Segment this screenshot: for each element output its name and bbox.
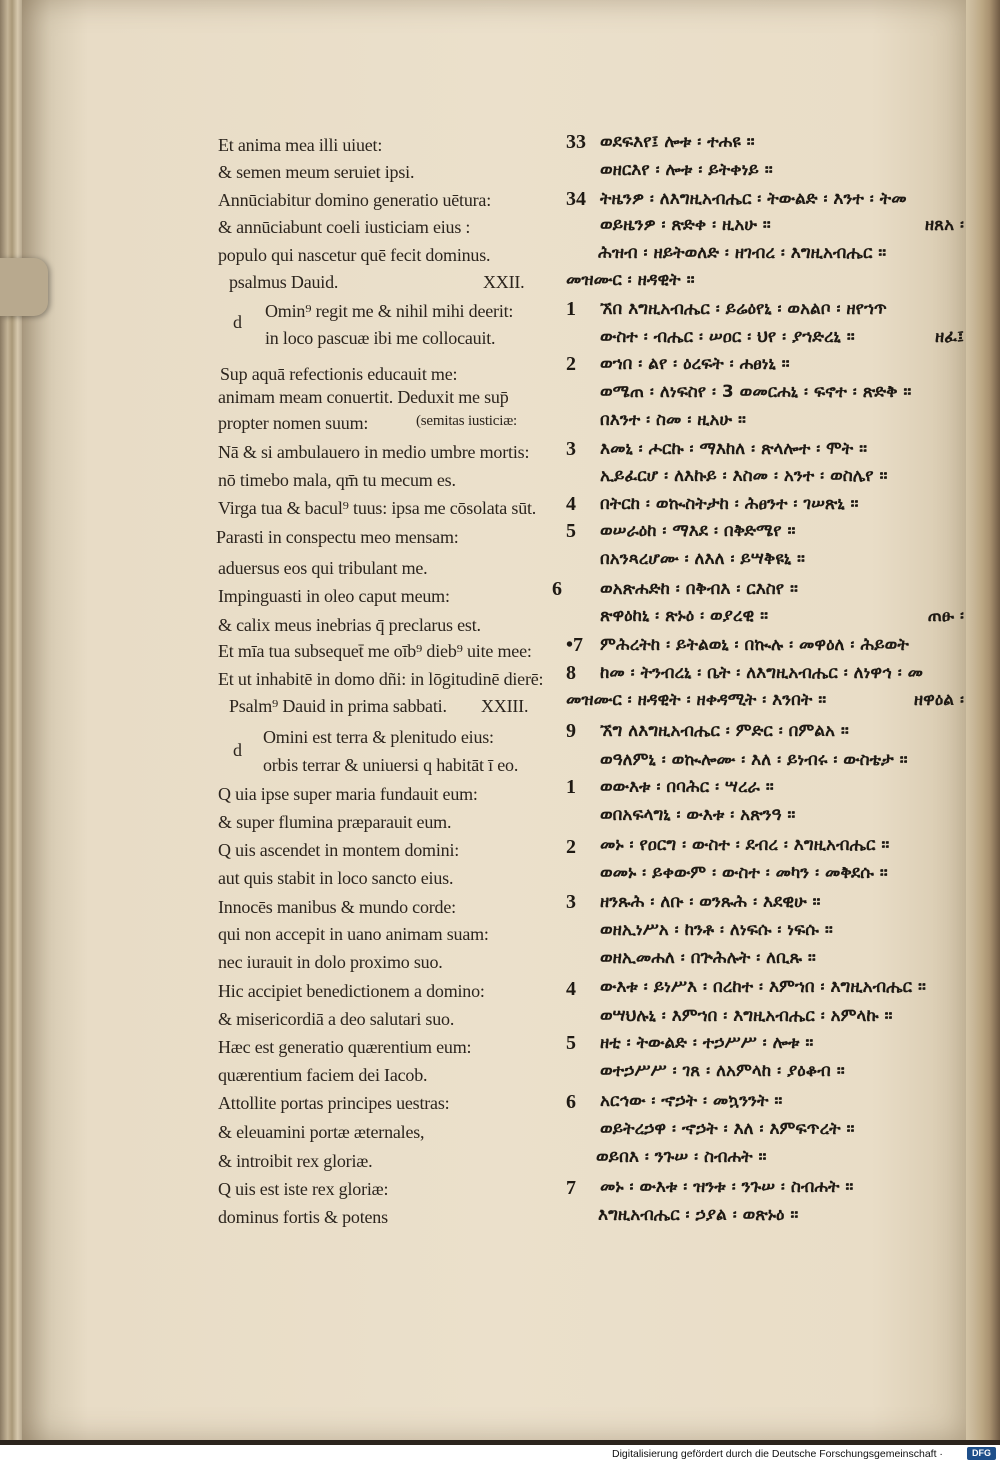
ethiopic-line: ኧበ እግዚአብሔር ፡ ይሬዕየኒ ፡ ወአልቦ ፡ ዘየኀጥ	[600, 299, 887, 319]
ethiopic-line: ወሜጠ ፡ ለነፍስየ ፡ 3 ወመርሐኒ ፡ ፍኖተ ፡ ጽድቅ ።	[600, 382, 912, 402]
latin-line: qui non accepit in uano animam suam:	[218, 924, 489, 944]
ethiopic-line: ትዜንዎ ፡ ለእግዚአብሔር ፡ ትውልድ ፡ እንተ ፡ ትመ	[600, 189, 907, 209]
ethiopic-line: ሕዝብ ፡ ዘይትወለድ ፡ ዘገብረ ፡ እግዚአብሔር ።	[598, 243, 887, 263]
latin-line: nō timebo mala, qm̄ tu mecum es.	[218, 470, 456, 490]
ethiopic-line: ወኀበ ፡ ልየ ፡ ዕረፍት ፡ ሐፀነኒ ።	[600, 354, 790, 374]
ethiopic-line: ወመኑ ፡ ይቀውም ፡ ውስተ ፡ መካን ፡ መቅደሱ ።	[600, 863, 888, 883]
latin-line: in loco pascuæ ibi me collocauit.	[265, 328, 496, 348]
ethiopic-line: ወበአፍላግኒ ፡ ውእቱ ፡ አጽንዓ ።	[600, 805, 796, 825]
latin-line: Omin⁹ regit me & nihil mihi deerit:	[265, 301, 514, 321]
ethiopic-line: ወተኃሥሥ ፡ ገጸ ፡ ለአምላከ ፡ ያዕቆብ ።	[600, 1061, 845, 1081]
latin-line: Psalm⁹ Dauid in prima sabbati.	[229, 696, 447, 716]
ethiopic-line: አርኅው ፡ ኆኃት ፡ መኳንንት ።	[600, 1091, 783, 1111]
ethiopic-line: ኢይፈርሆ ፡ ለእኩይ ፡ እስመ ፡ አንተ ፡ ወስሌየ ።	[600, 466, 888, 486]
latin-line: & misericordiā a deo salutari suo.	[218, 1009, 455, 1029]
latin-line: & calix meus inebrias q̄ preclarus est.	[218, 615, 481, 635]
ethiopic-line: ከመ ፡ ትንብረኒ ፡ ቤት ፡ ለእግዚአብሔር ፡ ለነዋኅ ፡ መ	[600, 663, 923, 683]
ethiopic-line: ወዓለምኒ ፡ ወኲሎሙ ፡ እለ ፡ ይነብሩ ፡ ውስቴታ ።	[600, 750, 908, 770]
ethiopic-line: ዘንጹሕ ፡ ለቡ ፡ ወንጹሕ ፡ እደዊሁ ።	[600, 892, 821, 912]
latin-line: Et ut inhabitē in domo dñi: in lōgitudinē dierē:	[218, 669, 544, 689]
ethiopic-line: ኧግ ለእግዚአብሔር ፡ ምድር ፡ በምልአ ።	[600, 721, 849, 741]
ethiopic-line: መዝሙር ፡ ዘዳዊት ።	[566, 270, 695, 290]
drop-letter-placeholder: d	[233, 312, 242, 332]
ethiopic-line: ወዘርእየ ፡ ሎቱ ፡ ይትቀነይ ።	[600, 160, 773, 180]
verse-number: 5	[566, 1032, 576, 1054]
ethiopic-line: ወዘኢነሥአ ፡ ከንቶ ፡ ለነፍሱ ፡ ነፍሱ ።	[600, 920, 833, 940]
verse-number: 4	[566, 978, 576, 1000]
latin-line: psalmus Dauid.	[229, 272, 339, 292]
latin-line: Et anima mea illi uiuet:	[218, 135, 383, 155]
ethiopic-line: ውእቱ ፡ ይነሥእ ፡ በረከተ ፡ እምኀበ ፡ እግዚአብሔር ።	[600, 977, 926, 997]
ethiopic-line: ወሣህሉኒ ፡ እምኀበ ፡ እግዚአብሔር ፡ አምላኩ ።	[600, 1006, 893, 1026]
latin-line: quærentium faciem dei Iacob.	[218, 1065, 428, 1085]
latin-line: Nā & si ambulauero in medio umbre mortis:	[218, 442, 530, 462]
latin-line: aut quis stabit in loco sancto eius.	[218, 868, 454, 888]
latin-line: populo qui nascetur quē fecit dominus.	[218, 245, 491, 265]
ethiopic-line: ወደፍእየ፤ ሎቱ ፡ ተሐዩ ።	[600, 132, 755, 152]
ethiopic-line: በትርከ ፡ ወኲስትታከ ፡ ሕፀንተ ፡ ገሠጽኒ ።	[600, 494, 859, 514]
ethiopic-line: መኑ ፡ ውእቱ ፡ ዝንቱ ፡ ንጉሠ ፡ ስብሐት ።	[600, 1177, 854, 1197]
latin-line: Q uis est iste rex gloriæ:	[218, 1179, 389, 1199]
verse-number: 1	[566, 298, 576, 320]
ethiopic-line: ወይበእ ፡ ንጉሠ ፡ ስብሐት ።	[596, 1147, 767, 1167]
ethiopic-rubric: ጠፁ ፡	[927, 606, 964, 626]
ethiopic-line: በአንጻረሆሙ ፡ ለእለ ፡ ይሣቅዩኒ ።	[600, 549, 805, 569]
latin-line: & annūciabunt coeli iusticiam eius :	[218, 217, 471, 237]
latin-line: Hæc est generatio quærentium eum:	[218, 1037, 472, 1057]
psalm-number: XXII.	[483, 272, 525, 292]
latin-line: Impinguasti in oleo caput meum:	[218, 586, 450, 606]
latin-line: Omini est terra & plenitudo eius:	[263, 727, 494, 747]
latin-line: & eleuamini portæ æternales,	[218, 1122, 425, 1142]
ethiopic-line: ውስተ ፡ ብሔር ፡ ሠዐር ፡ ህየ ፡ ያኀድረኒ ።	[600, 327, 855, 347]
latin-line: Et mīa tua subsequet̄ me oīb⁹ dieb⁹ uite mee:	[218, 641, 532, 661]
ethiopic-rubric: ዘዋዕል ፡	[913, 690, 964, 710]
ethiopic-line: ወይዜንዎ ፡ ጽድቀ ፡ ዚአሁ ።	[600, 215, 771, 235]
latin-line: Hic accipiet benedictionem a domino:	[218, 981, 485, 1001]
latin-line: Attollite portas principes uestras:	[218, 1093, 450, 1113]
verse-number: 8	[566, 662, 576, 684]
ethiopic-line: እመኒ ፡ ሖርኩ ፡ ማእከለ ፡ ጽላሎተ ፡ ሞት ።	[600, 439, 868, 459]
scan-bottom-edge	[0, 1440, 1000, 1445]
verse-number: 34	[566, 188, 586, 210]
latin-line: & semen meum seruiet ipsi.	[218, 162, 415, 182]
latin-line: Innocēs manibus & mundo corde:	[218, 897, 456, 917]
latin-line: aduersus eos qui tribulant me.	[218, 558, 428, 578]
latin-line: orbis terrar & uniuersi q habitāt ī eo.	[263, 755, 519, 775]
verse-number: 2	[566, 353, 576, 375]
latin-line: Annūciabitur domino generatio uētura:	[218, 190, 492, 210]
funding-credit: Digitalisierung gefördert durch die Deutsche Forschungsgemeinschaft ·	[612, 1448, 943, 1460]
ethiopic-line: መዝሙር ፡ ዘዳዊት ፡ ዘቀዳሚት ፡ እንበት ።	[566, 690, 827, 710]
ethiopic-line: ምሕረትከ ፡ ይትልወኒ ፡ በኲሉ ፡ መዋዕለ ፡ ሕይወት	[600, 635, 909, 655]
verse-number: 3	[566, 891, 576, 913]
ethiopic-line: ወአጽሐድከ ፡ በቅብእ ፡ ርእስየ ።	[600, 579, 798, 599]
ethiopic-line: ዘቲ ፡ ትውልድ ፡ ተኃሥሥ ፡ ሎቱ ።	[600, 1033, 814, 1053]
verse-number: 9	[566, 720, 576, 742]
verse-number: 33	[566, 131, 586, 153]
latin-line: Q uia ipse super maria fundauit eum:	[218, 784, 478, 804]
ethiopic-line: ወይትረኃዋ ፡ ኆኃት ፡ እለ ፡ እምፍጥረት ።	[600, 1119, 855, 1139]
verse-number: 6	[566, 1091, 576, 1113]
ethiopic-line: በእንተ ፡ ስመ ፡ ዚአሁ ።	[600, 410, 746, 430]
ethiopic-rubric: ዘፈ፤	[934, 327, 964, 347]
verse-number: 4	[566, 493, 576, 515]
latin-line: propter nomen suum:	[218, 413, 369, 433]
drop-letter-placeholder: d	[233, 740, 242, 760]
dfg-logo: DFG	[967, 1447, 996, 1460]
ethiopic-line: ወዘኢመሐለ ፡ በጕሕሉት ፡ ለቢጹ ።	[600, 948, 816, 968]
latin-line: (semitas iusticiæ:	[416, 413, 517, 429]
verse-number: 1	[566, 776, 576, 798]
latin-line: animam meam conuertit. Deduxit me sup̄	[218, 387, 509, 407]
latin-line: Sup aquā refectionis educauit me:	[220, 364, 458, 384]
ethiopic-line: ወሠራዕከ ፡ ማእደ ፡ በቅድሜየ ።	[600, 521, 796, 541]
verse-number: 5	[566, 520, 576, 542]
verse-number: •7	[566, 634, 584, 656]
psalm-number: XXIII.	[481, 696, 529, 716]
verse-number: 7	[566, 1177, 576, 1199]
ethiopic-rubric: ዘጸአ ፡	[924, 215, 964, 235]
latin-line: Virga tua & bacul⁹ tuus: ipsa me cōsolata sūt.	[218, 498, 537, 518]
latin-line: Parasti in conspectu meo mensam:	[216, 527, 459, 547]
latin-line: Q uis ascendet in montem domini:	[218, 840, 460, 860]
latin-line: & introibit rex gloriæ.	[218, 1151, 373, 1171]
ethiopic-line: እግዚአብሔር ፡ ኃያል ፡ ወጽኑዕ ።	[598, 1205, 799, 1225]
latin-line: nec iurauit in dolo proximo suo.	[218, 952, 443, 972]
ethiopic-line: ጽዋዕከኒ ፡ ጽኑዕ ፡ ወያረዊ ።	[600, 606, 769, 626]
verse-number: 6	[552, 578, 562, 600]
latin-line: & super flumina præparauit eum.	[218, 812, 452, 832]
latin-line: dominus fortis & potens	[218, 1207, 388, 1227]
verse-number: 2	[566, 836, 576, 858]
verse-number: 3	[566, 438, 576, 460]
ethiopic-line: ወውእቱ ፡ በባሕር ፡ ሣረራ ።	[600, 777, 774, 797]
ethiopic-line: መኑ ፡ የዐርግ ፡ ውስተ ፡ ደብረ ፡ እግዚአብሔር ።	[600, 835, 890, 855]
